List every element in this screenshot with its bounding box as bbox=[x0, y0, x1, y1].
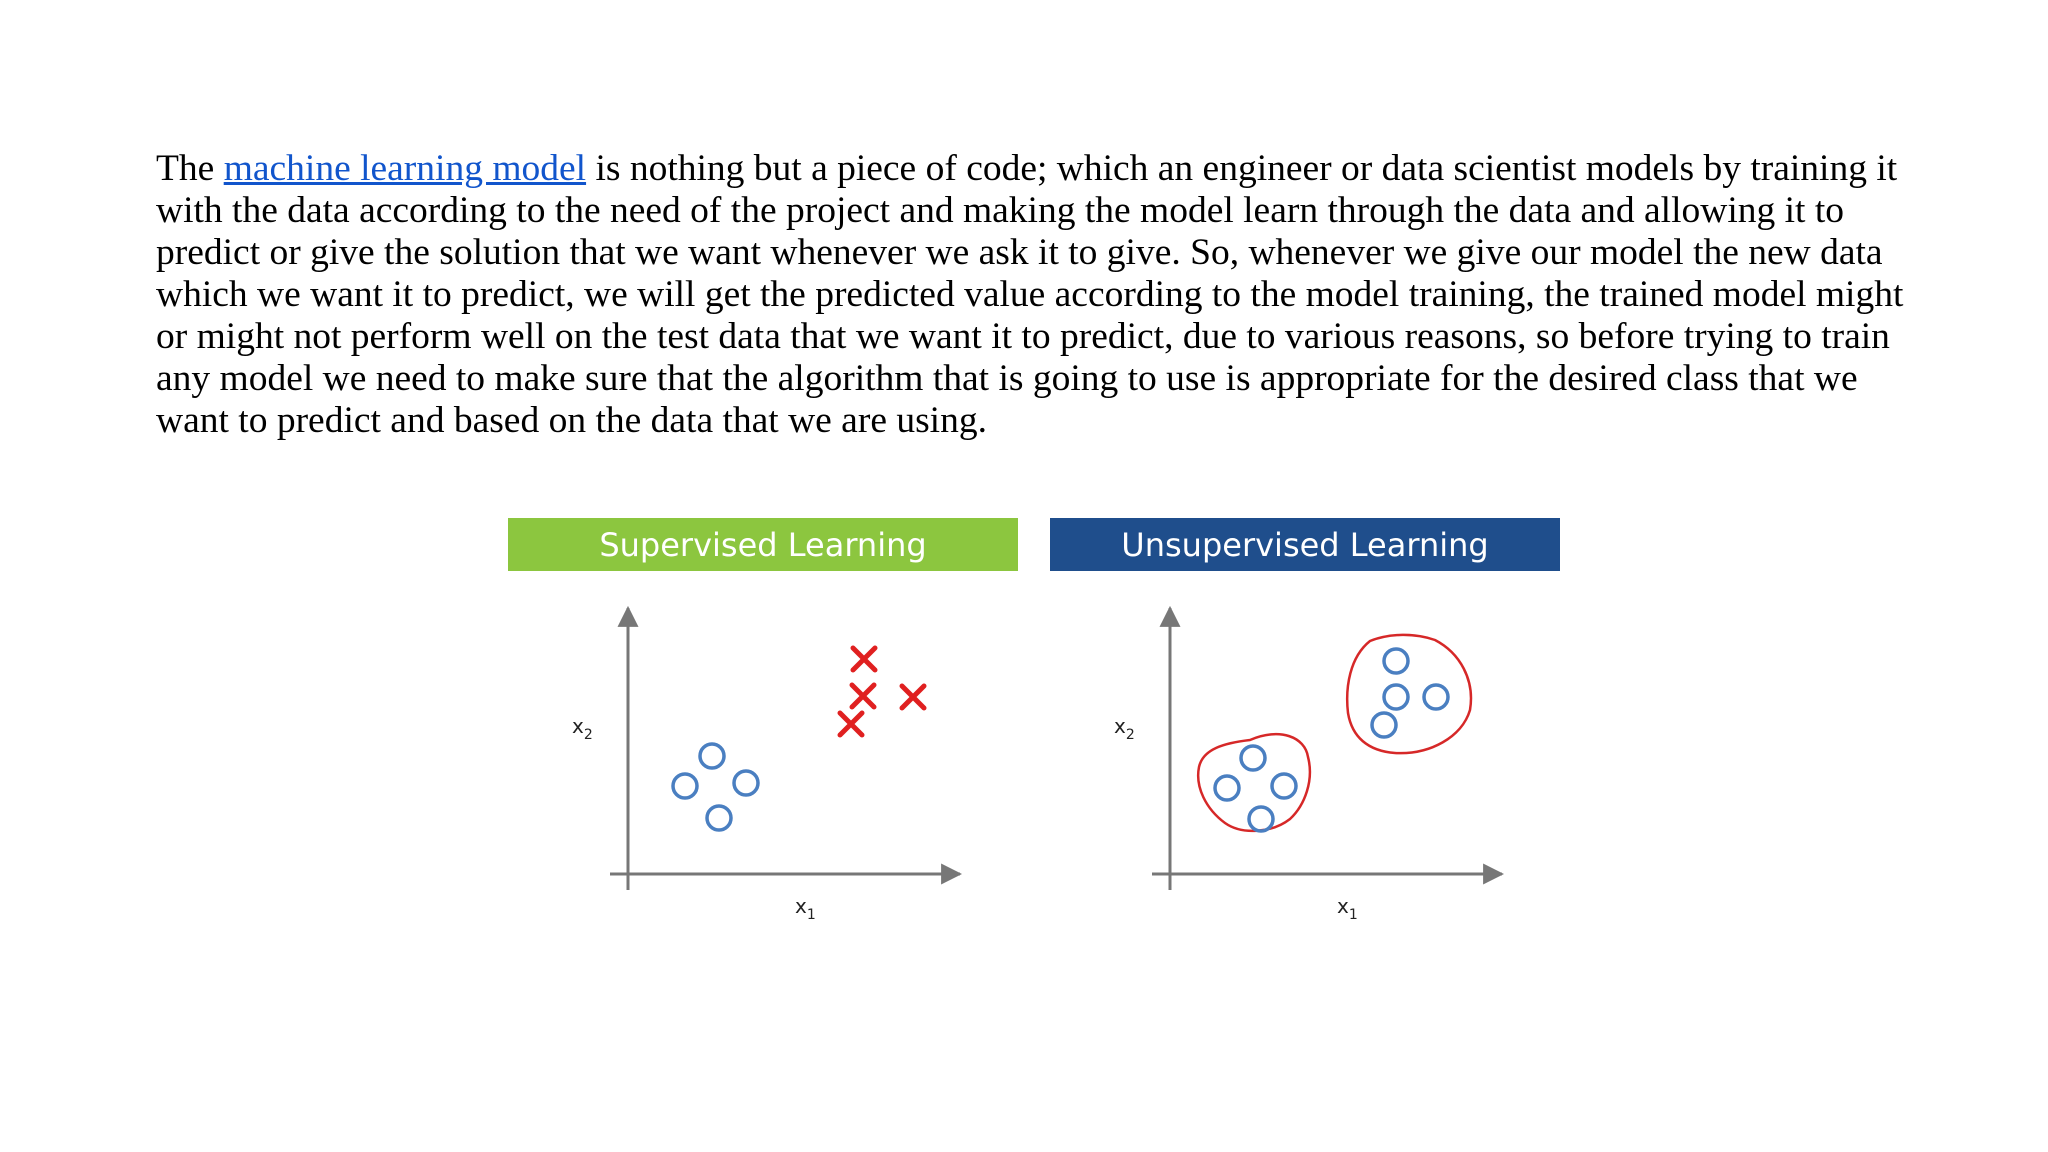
supervised-cross-points bbox=[840, 648, 924, 735]
unsupervised-title: Unsupervised Learning bbox=[1121, 526, 1489, 564]
cross-point bbox=[853, 648, 875, 670]
supervised-panel bbox=[508, 518, 1018, 923]
unsupervised-y-label: $x_2$ bbox=[1114, 714, 1135, 743]
circle-point bbox=[707, 806, 731, 830]
circle-point bbox=[1384, 649, 1408, 673]
circle-point bbox=[1215, 776, 1239, 800]
body-paragraph bbox=[156, 148, 1906, 442]
supervised-y-label: $x_2$ bbox=[572, 714, 593, 743]
circle-point bbox=[673, 774, 697, 798]
circle-point bbox=[1424, 685, 1448, 709]
circle-point bbox=[1384, 685, 1408, 709]
supervised-x-label: $x_1$ bbox=[795, 894, 816, 923]
circle-point bbox=[700, 744, 724, 768]
circle-point bbox=[1372, 713, 1396, 737]
learning-comparison-figure bbox=[490, 505, 1580, 945]
paragraph-body: is nothing but a piece of code; which an engineer or data scientist models by training it with the data according to the need of the project and making the model learn through the data and allowing it to predict or give the solution that we want whenever we ask it to give. So, whenever we give our model the new data which we want it to predict, we will get the predicted value according to the model training, the trained model might or might not perform well on the test data that we want it to predict, due to various reasons, so before trying to train any model we need to make sure that the algorithm that is going to use is appropriate for the desired class that we want to predict and based on the data that we are using. bbox=[156, 148, 1904, 441]
cross-point bbox=[852, 685, 874, 707]
unsupervised-cluster-outlines bbox=[1198, 635, 1471, 831]
circle-point bbox=[1249, 807, 1273, 831]
supervised-title: Supervised Learning bbox=[599, 526, 927, 564]
machine-learning-model-link[interactable]: machine learning model bbox=[223, 148, 587, 189]
cross-point bbox=[840, 713, 862, 735]
cross-point bbox=[902, 686, 924, 708]
circle-point bbox=[1241, 746, 1265, 770]
paragraph-prefix: The bbox=[156, 148, 224, 189]
unsupervised-x-label: $x_1$ bbox=[1337, 894, 1358, 923]
circle-point bbox=[734, 771, 758, 795]
supervised-circle-points bbox=[673, 744, 758, 830]
circle-point bbox=[1272, 774, 1296, 798]
unsupervised-panel bbox=[1050, 518, 1560, 923]
figure-svg bbox=[490, 505, 1580, 945]
